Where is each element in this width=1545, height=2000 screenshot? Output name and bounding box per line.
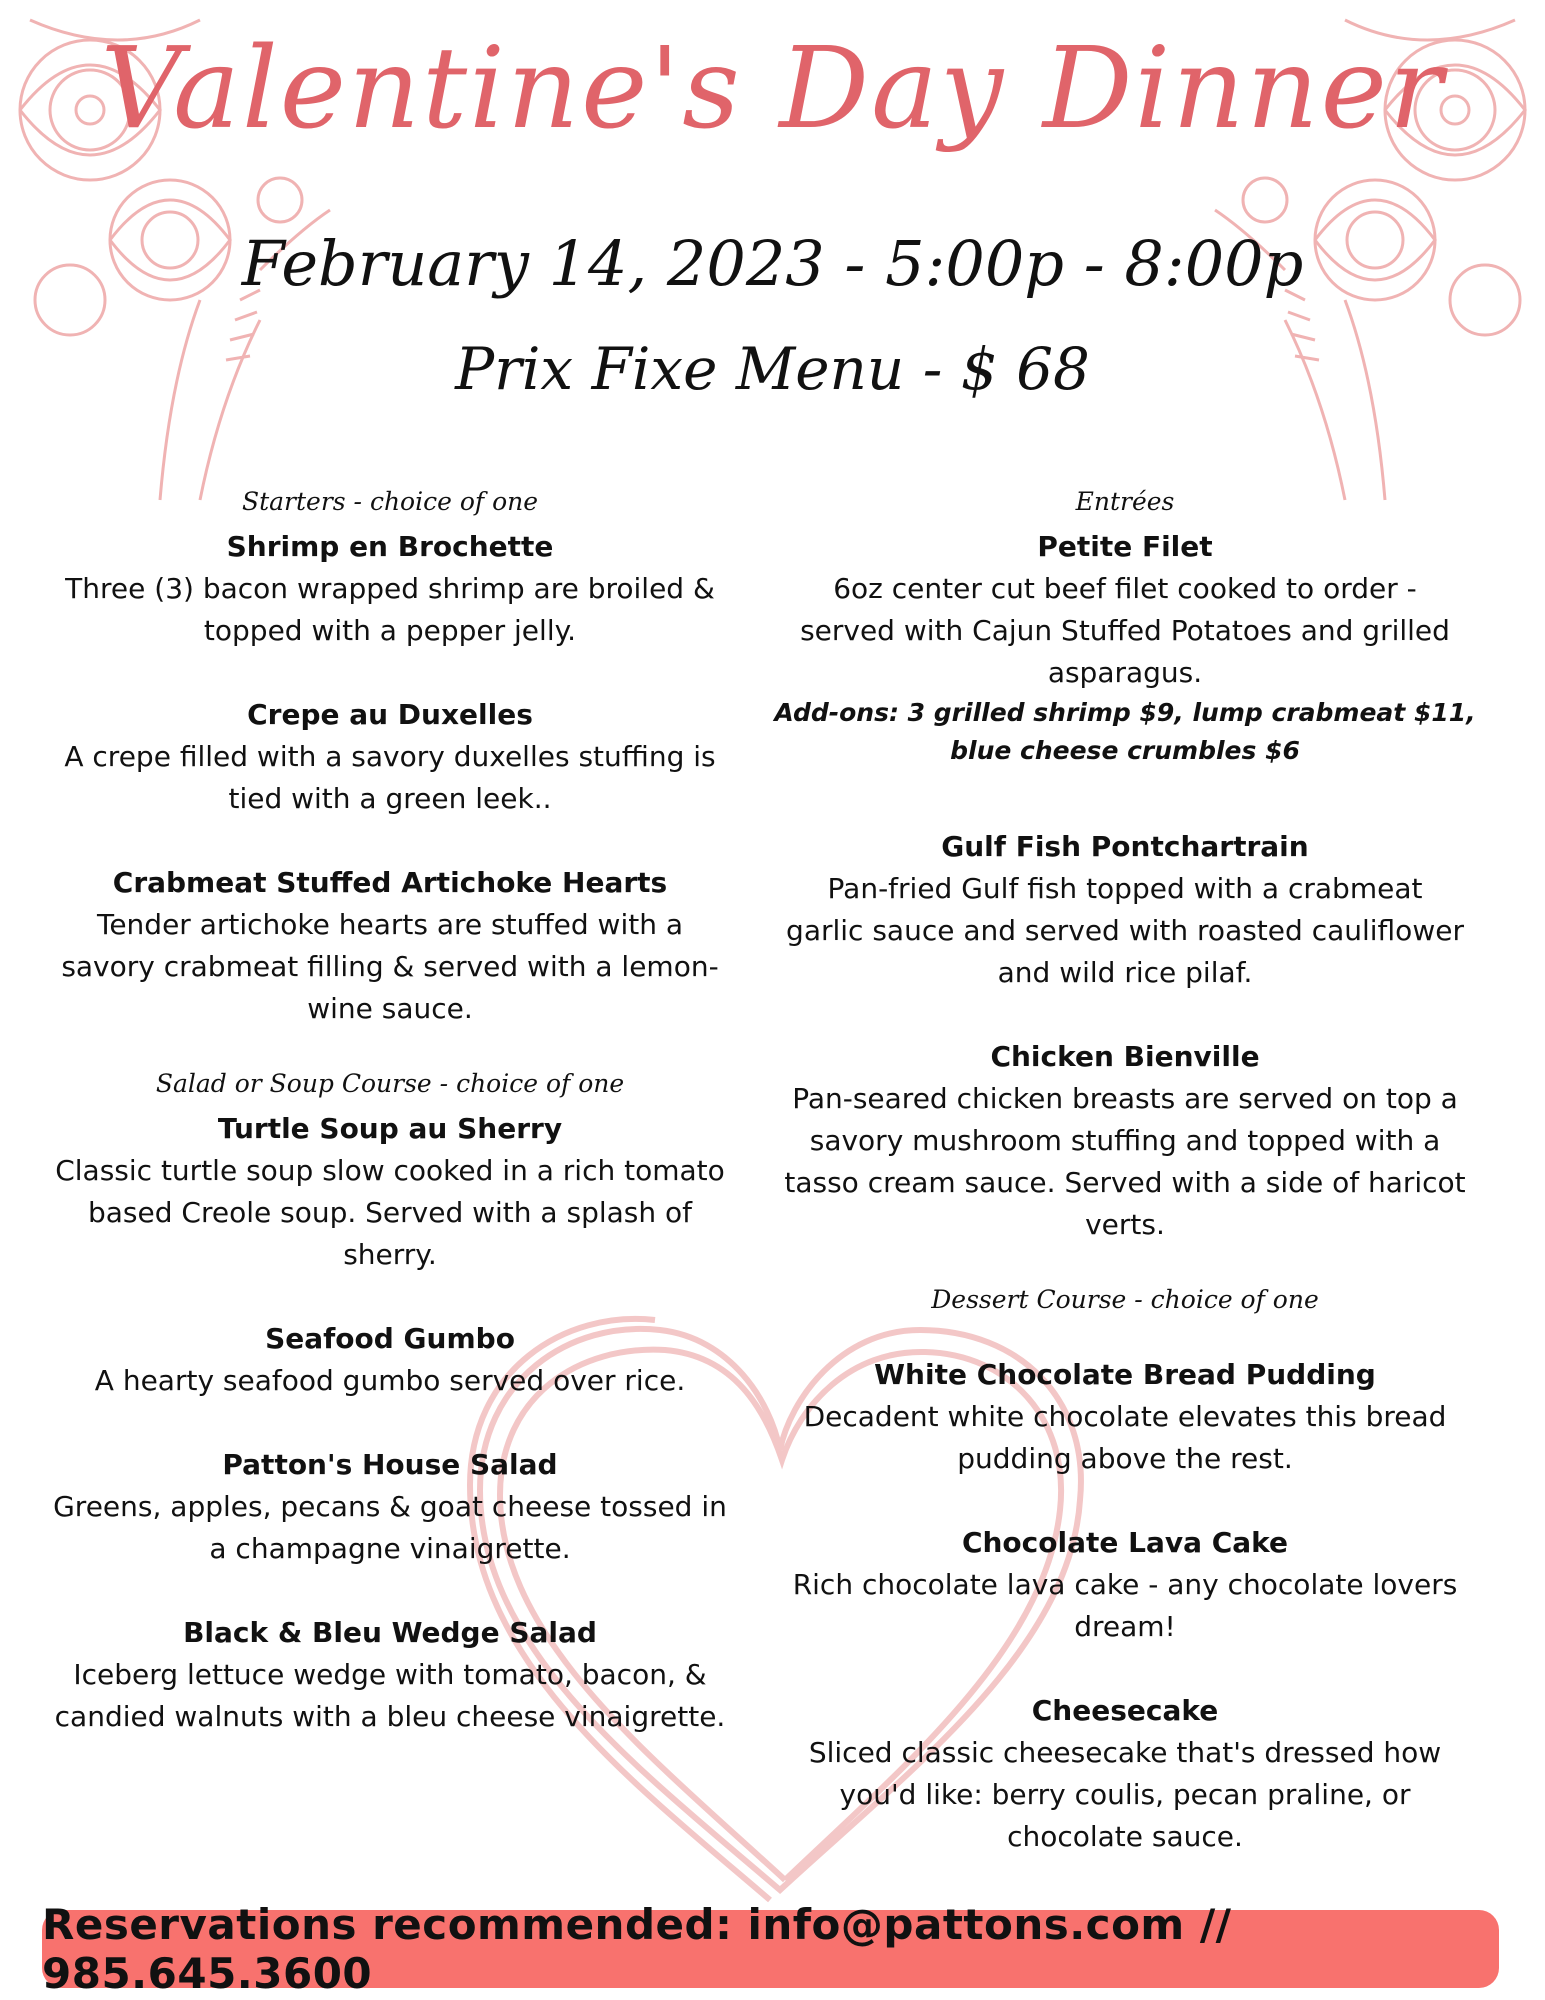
item-name: Patton's House Salad: [222, 1448, 558, 1481]
item-name: Crepe au Duxelles: [247, 698, 533, 731]
menu-title: Valentine's Day Dinner: [100, 24, 1445, 154]
item-description-line: chocolate sauce.: [1007, 1820, 1243, 1853]
item-addons-line: blue cheese crumbles $6: [950, 736, 1300, 765]
item-description-line: Classic turtle soup slow cooked in a rich tomato: [55, 1154, 725, 1187]
item-description-line: dream!: [1074, 1610, 1176, 1643]
right-menu-column: [765, 478, 1485, 1858]
item-name: Black & Bleu Wedge Salad: [183, 1616, 597, 1649]
item-description-line: topped with a pepper jelly.: [203, 614, 577, 647]
item-description-line: savory mushroom stuffing and topped with a: [809, 1124, 1441, 1157]
item-description-line: Rich chocolate lava cake - any chocolate lovers: [792, 1568, 1458, 1601]
menu-item-black-bleu-wedge-salad: [30, 1612, 750, 1738]
event-date-time: February 14, 2023 - 5:00p - 8:00p: [241, 227, 1304, 300]
item-name: Gulf Fish Pontchartrain: [941, 830, 1309, 863]
item-description-line: tied with a green leek..: [228, 782, 552, 815]
item-name: Cheesecake: [1031, 1694, 1219, 1727]
starters-heading: Starters - choice of one: [241, 487, 539, 516]
item-description-line: asparagus.: [1047, 656, 1203, 689]
item-description-line: Pan-seared chicken breasts are served on top a: [792, 1082, 1458, 1115]
item-description-line: Pan-fried Gulf fish topped with a crabmeat: [827, 872, 1423, 905]
item-name: Crabmeat Stuffed Artichoke Hearts: [112, 866, 668, 899]
item-description-line: candied walnuts with a bleu cheese vinaigrette.: [54, 1700, 726, 1733]
menu-item-white-chocolate-bread-pudding: [765, 1354, 1485, 1480]
item-description-line: A hearty seafood gumbo served over rice.: [94, 1364, 686, 1397]
menu-item-petite-filet: [765, 526, 1485, 770]
item-name: Seafood Gumbo: [265, 1322, 515, 1355]
left-menu-column: [30, 478, 750, 1738]
prix-fixe-price: Prix Fixe Menu - $ 68: [455, 335, 1090, 403]
item-description-line: based Creole soup. Served with a splash of: [87, 1196, 693, 1229]
item-description-line: garlic sauce and served with roasted cauliflower: [786, 914, 1464, 947]
entrees-heading: Entrées: [1075, 487, 1175, 516]
item-description-line: a champagne vinaigrette.: [209, 1532, 571, 1565]
item-description-line: verts.: [1085, 1208, 1165, 1241]
item-description-line: pudding above the rest.: [957, 1442, 1293, 1475]
item-description-line: wine sauce.: [307, 992, 473, 1025]
item-description-line: and wild rice pilaf.: [997, 956, 1253, 989]
reservations-text: Reservations recommended: info@pattons.com // 985.645.3600: [42, 1900, 1232, 1998]
item-name: Chocolate Lava Cake: [961, 1526, 1289, 1559]
menu-item-seafood-gumbo: [30, 1318, 750, 1402]
salad-soup-heading: Salad or Soup Course - choice of one: [155, 1069, 625, 1098]
dessert-heading: Dessert Course - choice of one: [931, 1285, 1319, 1314]
item-description-line: Sliced classic cheesecake that's dressed how: [808, 1736, 1442, 1769]
menu-item-chicken-bienville: [765, 1036, 1485, 1246]
item-name: White Chocolate Bread Pudding: [874, 1358, 1376, 1391]
item-description-line: sherry.: [343, 1238, 437, 1271]
item-name: Chicken Bienville: [990, 1040, 1260, 1073]
item-description-line: A crepe filled with a savory duxelles stuffing is: [64, 740, 716, 773]
item-name: Turtle Soup au Sherry: [217, 1112, 563, 1145]
menu-item-chocolate-lava-cake: [765, 1522, 1485, 1648]
menu-item-crepe-au-duxelles: [30, 694, 750, 820]
menu-item-crabmeat-stuffed-artichoke-hearts: [30, 862, 750, 1030]
menu-item-cheesecake: [765, 1690, 1485, 1858]
item-name: Petite Filet: [1037, 530, 1213, 563]
item-description-line: you'd like: berry coulis, pecan praline, or: [839, 1778, 1411, 1811]
item-description-line: Greens, apples, pecans & goat cheese tossed in: [53, 1490, 727, 1523]
item-description-line: Decadent white chocolate elevates this bread: [803, 1400, 1447, 1433]
reservations-banner: [42, 1900, 1499, 1998]
menu-item-shrimp-en-brochette: [30, 526, 750, 652]
item-description-line: served with Cajun Stuffed Potatoes and grilled: [800, 614, 1450, 647]
menu-item-pattons-house-salad: [30, 1444, 750, 1570]
item-description-line: Iceberg lettuce wedge with tomato, bacon, &: [73, 1658, 707, 1691]
menu-item-turtle-soup-au-sherry: [30, 1108, 750, 1276]
item-description-line: tasso cream sauce. Served with a side of haricot: [784, 1166, 1466, 1199]
menu-item-gulf-fish-pontchartrain: [765, 826, 1485, 994]
item-description-line: 6oz center cut beef filet cooked to order -: [833, 572, 1417, 605]
item-addons-line: Add-ons: 3 grilled shrimp $9, lump crabmeat $11,: [774, 698, 1476, 727]
item-description-line: Tender artichoke hearts are stuffed with a: [96, 908, 684, 941]
item-name: Shrimp en Brochette: [226, 530, 554, 563]
item-description-line: savory crabmeat filling & served with a lemon-: [61, 950, 719, 983]
item-description-line: Three (3) bacon wrapped shrimp are broiled &: [65, 572, 715, 605]
